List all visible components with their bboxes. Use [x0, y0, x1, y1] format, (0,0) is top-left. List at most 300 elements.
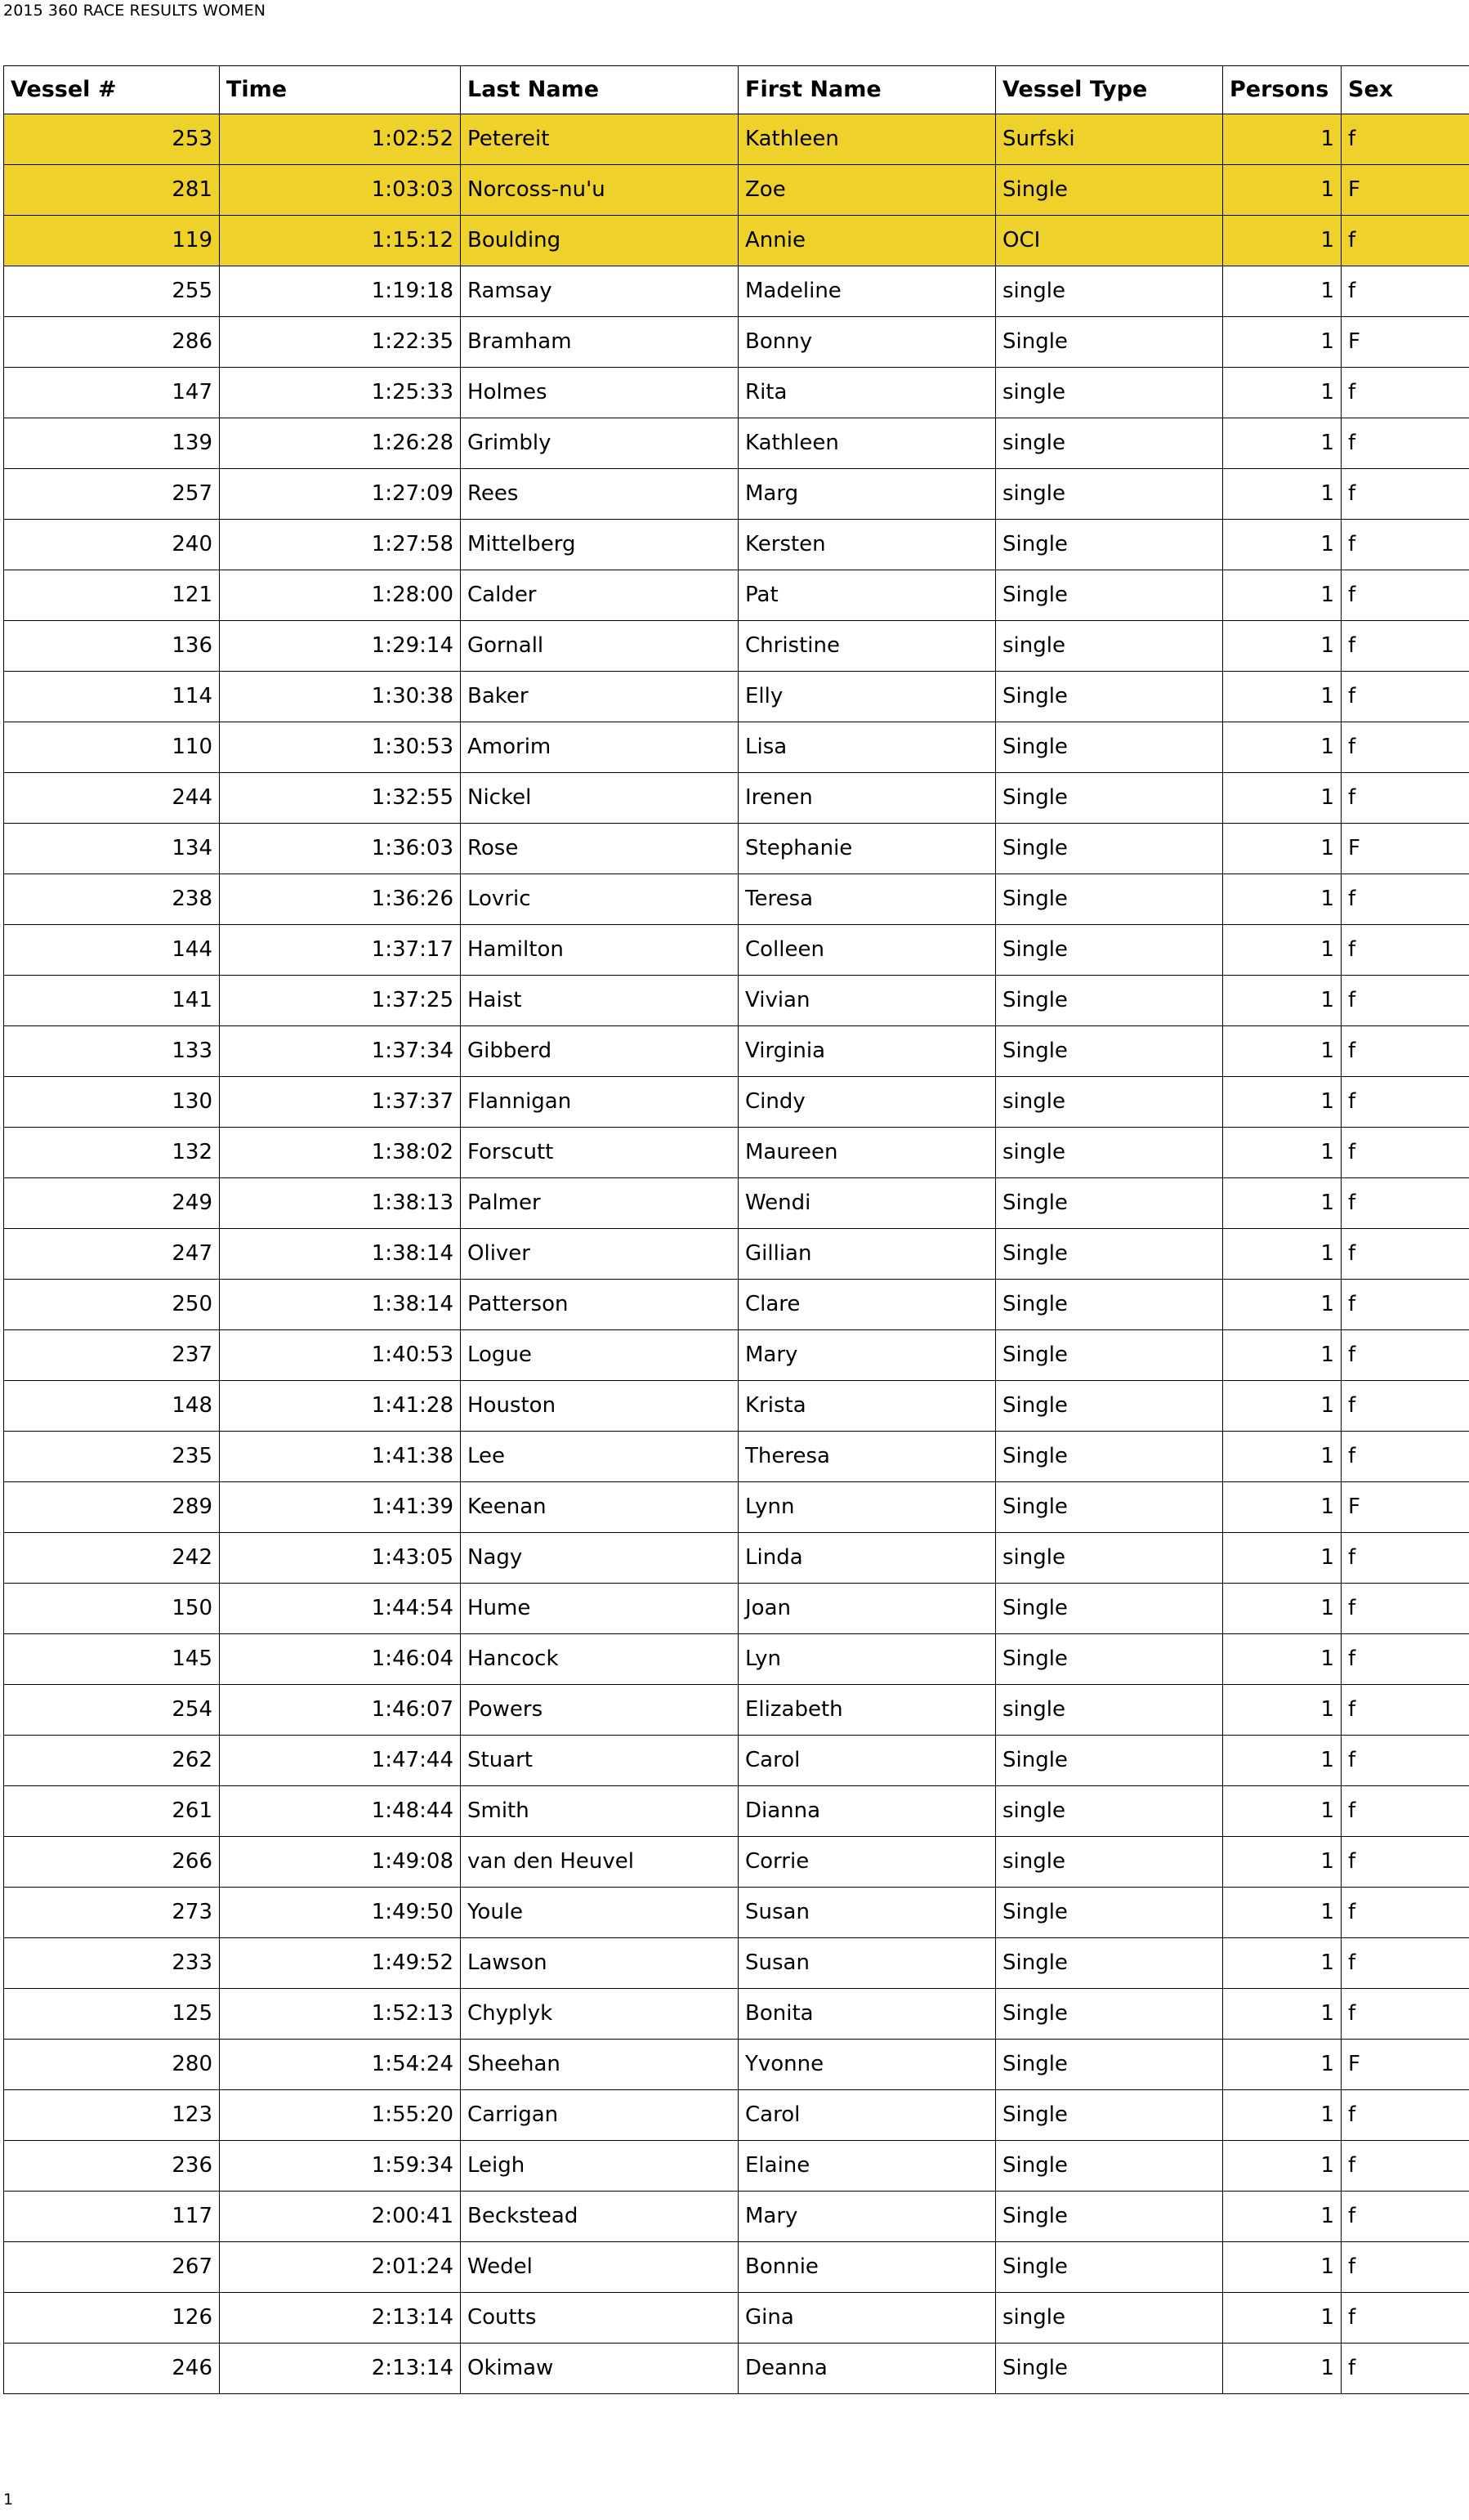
- cell-first-name: Gillian: [739, 1229, 996, 1280]
- cell-vessel-type: Single: [996, 976, 1223, 1026]
- cell-last-name: Okimaw: [461, 2344, 739, 2394]
- cell-sex: f: [1342, 976, 1469, 1026]
- cell-vessel-number: 233: [4, 1938, 220, 1989]
- cell-persons: 1: [1223, 2090, 1342, 2141]
- cell-vessel-type: Single: [996, 1330, 1223, 1381]
- column-header-persons: Persons: [1223, 66, 1342, 114]
- cell-first-name: Dianna: [739, 1786, 996, 1837]
- cell-sex: f: [1342, 520, 1469, 570]
- cell-persons: 1: [1223, 1989, 1342, 2040]
- cell-persons: 1: [1223, 874, 1342, 925]
- cell-time: 1:38:02: [220, 1128, 461, 1178]
- cell-first-name: Vivian: [739, 976, 996, 1026]
- cell-first-name: Theresa: [739, 1432, 996, 1482]
- cell-time: 1:49:52: [220, 1938, 461, 1989]
- cell-vessel-number: 150: [4, 1584, 220, 1634]
- cell-first-name: Lynn: [739, 1482, 996, 1533]
- cell-vessel-type: Single: [996, 672, 1223, 722]
- cell-persons: 1: [1223, 1229, 1342, 1280]
- cell-persons: 1: [1223, 2344, 1342, 2394]
- cell-time: 1:26:28: [220, 418, 461, 469]
- cell-vessel-type: single: [996, 1533, 1223, 1584]
- table-row: [4, 2344, 1469, 2394]
- cell-vessel-number: 126: [4, 2293, 220, 2344]
- cell-persons: 1: [1223, 2192, 1342, 2242]
- cell-vessel-number: 286: [4, 317, 220, 368]
- cell-time: 2:00:41: [220, 2192, 461, 2242]
- table-row: [4, 1026, 1469, 1077]
- cell-persons: 1: [1223, 1685, 1342, 1736]
- cell-time: 1:38:13: [220, 1178, 461, 1229]
- table-row: [4, 1432, 1469, 1482]
- column-header-time: Time: [220, 66, 461, 114]
- cell-last-name: Patterson: [461, 1280, 739, 1330]
- cell-vessel-number: 139: [4, 418, 220, 469]
- cell-vessel-type: Single: [996, 2192, 1223, 2242]
- cell-first-name: Marg: [739, 469, 996, 520]
- cell-first-name: Deanna: [739, 2344, 996, 2394]
- cell-persons: 1: [1223, 976, 1342, 1026]
- cell-last-name: Hancock: [461, 1634, 739, 1685]
- cell-time: 1:38:14: [220, 1280, 461, 1330]
- cell-vessel-type: Single: [996, 2040, 1223, 2090]
- cell-sex: f: [1342, 1280, 1469, 1330]
- cell-persons: 1: [1223, 1280, 1342, 1330]
- cell-sex: f: [1342, 1381, 1469, 1432]
- table-row: [4, 418, 1469, 469]
- cell-last-name: Lee: [461, 1432, 739, 1482]
- cell-persons: 1: [1223, 2141, 1342, 2192]
- cell-last-name: Gibberd: [461, 1026, 739, 1077]
- table-row: [4, 266, 1469, 317]
- race-results-table: [3, 65, 1469, 2394]
- cell-time: 1:40:53: [220, 1330, 461, 1381]
- cell-last-name: Palmer: [461, 1178, 739, 1229]
- cell-last-name: Coutts: [461, 2293, 739, 2344]
- table-row: [4, 2242, 1469, 2293]
- table-row: [4, 1634, 1469, 1685]
- page-title: 2015 360 RACE RESULTS WOMEN: [3, 2, 266, 20]
- cell-sex: f: [1342, 1077, 1469, 1128]
- cell-time: 2:13:14: [220, 2344, 461, 2394]
- table-row: [4, 773, 1469, 824]
- cell-time: 1:37:34: [220, 1026, 461, 1077]
- cell-persons: 1: [1223, 2242, 1342, 2293]
- cell-vessel-number: 144: [4, 925, 220, 976]
- cell-vessel-type: Surfski: [996, 114, 1223, 165]
- cell-time: 1:55:20: [220, 2090, 461, 2141]
- cell-vessel-type: Single: [996, 1584, 1223, 1634]
- cell-first-name: Linda: [739, 1533, 996, 1584]
- cell-vessel-type: Single: [996, 925, 1223, 976]
- cell-vessel-type: single: [996, 266, 1223, 317]
- cell-vessel-number: 238: [4, 874, 220, 925]
- cell-vessel-number: 246: [4, 2344, 220, 2394]
- cell-vessel-number: 244: [4, 773, 220, 824]
- cell-time: 1:19:18: [220, 266, 461, 317]
- cell-vessel-type: Single: [996, 1888, 1223, 1938]
- table-row: [4, 2293, 1469, 2344]
- cell-first-name: Annie: [739, 216, 996, 266]
- cell-time: 1:36:26: [220, 874, 461, 925]
- column-header-vessel-type: Vessel Type: [996, 66, 1223, 114]
- cell-first-name: Virginia: [739, 1026, 996, 1077]
- cell-vessel-type: single: [996, 1128, 1223, 1178]
- cell-sex: F: [1342, 1482, 1469, 1533]
- cell-first-name: Stephanie: [739, 824, 996, 874]
- cell-persons: 1: [1223, 1482, 1342, 1533]
- cell-vessel-type: Single: [996, 520, 1223, 570]
- cell-time: 1:29:14: [220, 621, 461, 672]
- cell-first-name: Wendi: [739, 1178, 996, 1229]
- cell-time: 1:49:08: [220, 1837, 461, 1888]
- cell-vessel-number: 121: [4, 570, 220, 621]
- cell-vessel-type: Single: [996, 874, 1223, 925]
- cell-last-name: Powers: [461, 1685, 739, 1736]
- cell-sex: f: [1342, 2242, 1469, 2293]
- cell-last-name: Forscutt: [461, 1128, 739, 1178]
- cell-first-name: Lisa: [739, 722, 996, 773]
- results-table-container: [3, 65, 1469, 2394]
- table-row: [4, 469, 1469, 520]
- cell-vessel-number: 147: [4, 368, 220, 418]
- cell-vessel-number: 114: [4, 672, 220, 722]
- cell-persons: 1: [1223, 773, 1342, 824]
- cell-vessel-type: Single: [996, 570, 1223, 621]
- cell-vessel-type: Single: [996, 722, 1223, 773]
- table-row: [4, 1584, 1469, 1634]
- cell-vessel-number: 237: [4, 1330, 220, 1381]
- cell-last-name: Smith: [461, 1786, 739, 1837]
- cell-sex: f: [1342, 1786, 1469, 1837]
- cell-vessel-number: 236: [4, 2141, 220, 2192]
- cell-sex: f: [1342, 1330, 1469, 1381]
- cell-last-name: Boulding: [461, 216, 739, 266]
- cell-persons: 1: [1223, 1837, 1342, 1888]
- cell-sex: f: [1342, 2090, 1469, 2141]
- table-row: [4, 1077, 1469, 1128]
- table-row: [4, 570, 1469, 621]
- cell-vessel-type: Single: [996, 824, 1223, 874]
- cell-time: 1:03:03: [220, 165, 461, 216]
- cell-time: 1:47:44: [220, 1736, 461, 1786]
- cell-first-name: Pat: [739, 570, 996, 621]
- cell-sex: f: [1342, 1634, 1469, 1685]
- table-row: [4, 1938, 1469, 1989]
- cell-sex: f: [1342, 925, 1469, 976]
- cell-time: 1:28:00: [220, 570, 461, 621]
- cell-vessel-type: Single: [996, 1938, 1223, 1989]
- cell-last-name: Sheehan: [461, 2040, 739, 2090]
- cell-last-name: Nagy: [461, 1533, 739, 1584]
- cell-sex: f: [1342, 1026, 1469, 1077]
- cell-vessel-number: 242: [4, 1533, 220, 1584]
- cell-sex: f: [1342, 722, 1469, 773]
- cell-last-name: van den Heuvel: [461, 1837, 739, 1888]
- cell-sex: f: [1342, 1178, 1469, 1229]
- cell-time: 1:48:44: [220, 1786, 461, 1837]
- cell-first-name: Zoe: [739, 165, 996, 216]
- cell-persons: 1: [1223, 1634, 1342, 1685]
- cell-vessel-type: Single: [996, 2141, 1223, 2192]
- cell-first-name: Kersten: [739, 520, 996, 570]
- cell-vessel-number: 247: [4, 1229, 220, 1280]
- cell-first-name: Elaine: [739, 2141, 996, 2192]
- cell-time: 2:13:14: [220, 2293, 461, 2344]
- cell-vessel-type: Single: [996, 2344, 1223, 2394]
- cell-persons: 1: [1223, 1888, 1342, 1938]
- table-row: [4, 1888, 1469, 1938]
- cell-last-name: Haist: [461, 976, 739, 1026]
- table-row: [4, 621, 1469, 672]
- cell-time: 1:44:54: [220, 1584, 461, 1634]
- cell-first-name: Susan: [739, 1888, 996, 1938]
- cell-time: 1:59:34: [220, 2141, 461, 2192]
- cell-last-name: Amorim: [461, 722, 739, 773]
- cell-last-name: Leigh: [461, 2141, 739, 2192]
- cell-vessel-number: 125: [4, 1989, 220, 2040]
- cell-sex: F: [1342, 165, 1469, 216]
- cell-time: 1:52:13: [220, 1989, 461, 2040]
- cell-persons: 1: [1223, 368, 1342, 418]
- cell-vessel-type: single: [996, 418, 1223, 469]
- cell-persons: 1: [1223, 1330, 1342, 1381]
- cell-vessel-number: 267: [4, 2242, 220, 2293]
- page-number: 1: [3, 2491, 14, 2509]
- cell-persons: 1: [1223, 672, 1342, 722]
- cell-persons: 1: [1223, 824, 1342, 874]
- cell-last-name: Mittelberg: [461, 520, 739, 570]
- table-row: [4, 1178, 1469, 1229]
- cell-vessel-type: Single: [996, 2242, 1223, 2293]
- cell-last-name: Baker: [461, 672, 739, 722]
- cell-vessel-type: single: [996, 1685, 1223, 1736]
- cell-sex: f: [1342, 1837, 1469, 1888]
- cell-sex: f: [1342, 2192, 1469, 2242]
- cell-first-name: Carol: [739, 1736, 996, 1786]
- cell-last-name: Keenan: [461, 1482, 739, 1533]
- cell-vessel-number: 253: [4, 114, 220, 165]
- table-row: [4, 1533, 1469, 1584]
- table-row: [4, 976, 1469, 1026]
- cell-time: 1:37:37: [220, 1077, 461, 1128]
- cell-first-name: Kathleen: [739, 114, 996, 165]
- cell-time: 1:30:53: [220, 722, 461, 773]
- cell-time: 1:49:50: [220, 1888, 461, 1938]
- table-row: [4, 1989, 1469, 2040]
- cell-sex: f: [1342, 1584, 1469, 1634]
- cell-vessel-number: 255: [4, 266, 220, 317]
- cell-first-name: Clare: [739, 1280, 996, 1330]
- cell-vessel-number: 235: [4, 1432, 220, 1482]
- cell-vessel-number: 123: [4, 2090, 220, 2141]
- cell-last-name: Carrigan: [461, 2090, 739, 2141]
- cell-sex: f: [1342, 2344, 1469, 2394]
- cell-persons: 1: [1223, 1026, 1342, 1077]
- cell-last-name: Holmes: [461, 368, 739, 418]
- cell-time: 1:27:58: [220, 520, 461, 570]
- cell-last-name: Wedel: [461, 2242, 739, 2293]
- cell-vessel-number: 110: [4, 722, 220, 773]
- cell-vessel-type: Single: [996, 1432, 1223, 1482]
- cell-first-name: Madeline: [739, 266, 996, 317]
- cell-sex: f: [1342, 1533, 1469, 1584]
- cell-time: 1:32:55: [220, 773, 461, 824]
- cell-persons: 1: [1223, 266, 1342, 317]
- cell-time: 1:15:12: [220, 216, 461, 266]
- table-row: [4, 114, 1469, 165]
- cell-time: 1:27:09: [220, 469, 461, 520]
- cell-last-name: Gornall: [461, 621, 739, 672]
- table-row: [4, 1381, 1469, 1432]
- cell-first-name: Susan: [739, 1938, 996, 1989]
- cell-vessel-type: single: [996, 621, 1223, 672]
- cell-time: 1:41:28: [220, 1381, 461, 1432]
- cell-sex: f: [1342, 773, 1469, 824]
- cell-vessel-type: Single: [996, 165, 1223, 216]
- table-row: [4, 165, 1469, 216]
- cell-time: 2:01:24: [220, 2242, 461, 2293]
- cell-persons: 1: [1223, 722, 1342, 773]
- cell-sex: F: [1342, 824, 1469, 874]
- cell-vessel-number: 145: [4, 1634, 220, 1685]
- cell-sex: f: [1342, 1888, 1469, 1938]
- cell-vessel-number: 117: [4, 2192, 220, 2242]
- cell-sex: f: [1342, 1128, 1469, 1178]
- cell-first-name: Kathleen: [739, 418, 996, 469]
- table-row: [4, 2141, 1469, 2192]
- cell-first-name: Carol: [739, 2090, 996, 2141]
- table-row: [4, 2040, 1469, 2090]
- cell-vessel-type: Single: [996, 1381, 1223, 1432]
- cell-last-name: Norcoss-nu'u: [461, 165, 739, 216]
- table-row: [4, 874, 1469, 925]
- cell-last-name: Beckstead: [461, 2192, 739, 2242]
- cell-sex: f: [1342, 2141, 1469, 2192]
- cell-vessel-type: Single: [996, 1229, 1223, 1280]
- cell-vessel-type: Single: [996, 317, 1223, 368]
- cell-vessel-number: 281: [4, 165, 220, 216]
- cell-last-name: Bramham: [461, 317, 739, 368]
- cell-vessel-number: 141: [4, 976, 220, 1026]
- cell-persons: 1: [1223, 469, 1342, 520]
- cell-last-name: Oliver: [461, 1229, 739, 1280]
- cell-first-name: Yvonne: [739, 2040, 996, 2090]
- cell-vessel-number: 119: [4, 216, 220, 266]
- cell-last-name: Calder: [461, 570, 739, 621]
- table-row: [4, 368, 1469, 418]
- cell-persons: 1: [1223, 621, 1342, 672]
- cell-first-name: Lyn: [739, 1634, 996, 1685]
- cell-sex: f: [1342, 216, 1469, 266]
- cell-time: 1:37:17: [220, 925, 461, 976]
- cell-first-name: Elizabeth: [739, 1685, 996, 1736]
- cell-time: 1:46:07: [220, 1685, 461, 1736]
- cell-last-name: Rose: [461, 824, 739, 874]
- cell-vessel-type: Single: [996, 1736, 1223, 1786]
- cell-first-name: Teresa: [739, 874, 996, 925]
- cell-last-name: Flannigan: [461, 1077, 739, 1128]
- cell-time: 1:54:24: [220, 2040, 461, 2090]
- cell-time: 1:37:25: [220, 976, 461, 1026]
- cell-vessel-number: 250: [4, 1280, 220, 1330]
- cell-last-name: Petereit: [461, 114, 739, 165]
- cell-first-name: Joan: [739, 1584, 996, 1634]
- table-row: [4, 1128, 1469, 1178]
- table-row: [4, 317, 1469, 368]
- cell-sex: f: [1342, 1432, 1469, 1482]
- table-row: [4, 1330, 1469, 1381]
- cell-persons: 1: [1223, 2293, 1342, 2344]
- cell-sex: f: [1342, 1685, 1469, 1736]
- cell-vessel-number: 254: [4, 1685, 220, 1736]
- cell-first-name: Mary: [739, 1330, 996, 1381]
- cell-vessel-type: Single: [996, 1026, 1223, 1077]
- cell-vessel-number: 240: [4, 520, 220, 570]
- table-header-row: [4, 66, 1469, 114]
- cell-time: 1:25:33: [220, 368, 461, 418]
- cell-vessel-type: Single: [996, 1634, 1223, 1685]
- cell-vessel-type: Single: [996, 1482, 1223, 1533]
- cell-sex: f: [1342, 570, 1469, 621]
- cell-persons: 1: [1223, 317, 1342, 368]
- table-row: [4, 925, 1469, 976]
- cell-persons: 1: [1223, 570, 1342, 621]
- cell-vessel-number: 249: [4, 1178, 220, 1229]
- cell-persons: 1: [1223, 1786, 1342, 1837]
- cell-vessel-type: single: [996, 368, 1223, 418]
- cell-first-name: Christine: [739, 621, 996, 672]
- cell-sex: f: [1342, 1229, 1469, 1280]
- cell-vessel-number: 257: [4, 469, 220, 520]
- cell-first-name: Elly: [739, 672, 996, 722]
- cell-time: 1:41:38: [220, 1432, 461, 1482]
- cell-persons: 1: [1223, 1128, 1342, 1178]
- cell-sex: f: [1342, 1938, 1469, 1989]
- cell-sex: F: [1342, 317, 1469, 368]
- cell-persons: 1: [1223, 1432, 1342, 1482]
- cell-persons: 1: [1223, 925, 1342, 976]
- table-row: [4, 2090, 1469, 2141]
- cell-time: 1:41:39: [220, 1482, 461, 1533]
- cell-vessel-number: 273: [4, 1888, 220, 1938]
- cell-first-name: Maureen: [739, 1128, 996, 1178]
- cell-vessel-type: single: [996, 469, 1223, 520]
- column-header-first-name: First Name: [739, 66, 996, 114]
- cell-sex: f: [1342, 266, 1469, 317]
- table-row: [4, 1482, 1469, 1533]
- table-row: [4, 1736, 1469, 1786]
- cell-persons: 1: [1223, 216, 1342, 266]
- cell-vessel-number: 280: [4, 2040, 220, 2090]
- cell-time: 1:46:04: [220, 1634, 461, 1685]
- cell-vessel-number: 262: [4, 1736, 220, 1786]
- cell-vessel-type: single: [996, 1786, 1223, 1837]
- cell-last-name: Nickel: [461, 773, 739, 824]
- cell-vessel-type: Single: [996, 1989, 1223, 2040]
- cell-persons: 1: [1223, 114, 1342, 165]
- cell-sex: f: [1342, 1989, 1469, 2040]
- table-row: [4, 1786, 1469, 1837]
- cell-first-name: Bonny: [739, 317, 996, 368]
- cell-vessel-type: single: [996, 2293, 1223, 2344]
- cell-vessel-number: 148: [4, 1381, 220, 1432]
- cell-last-name: Hamilton: [461, 925, 739, 976]
- cell-vessel-type: single: [996, 1077, 1223, 1128]
- cell-vessel-number: 133: [4, 1026, 220, 1077]
- cell-sex: F: [1342, 2040, 1469, 2090]
- cell-vessel-number: 289: [4, 1482, 220, 1533]
